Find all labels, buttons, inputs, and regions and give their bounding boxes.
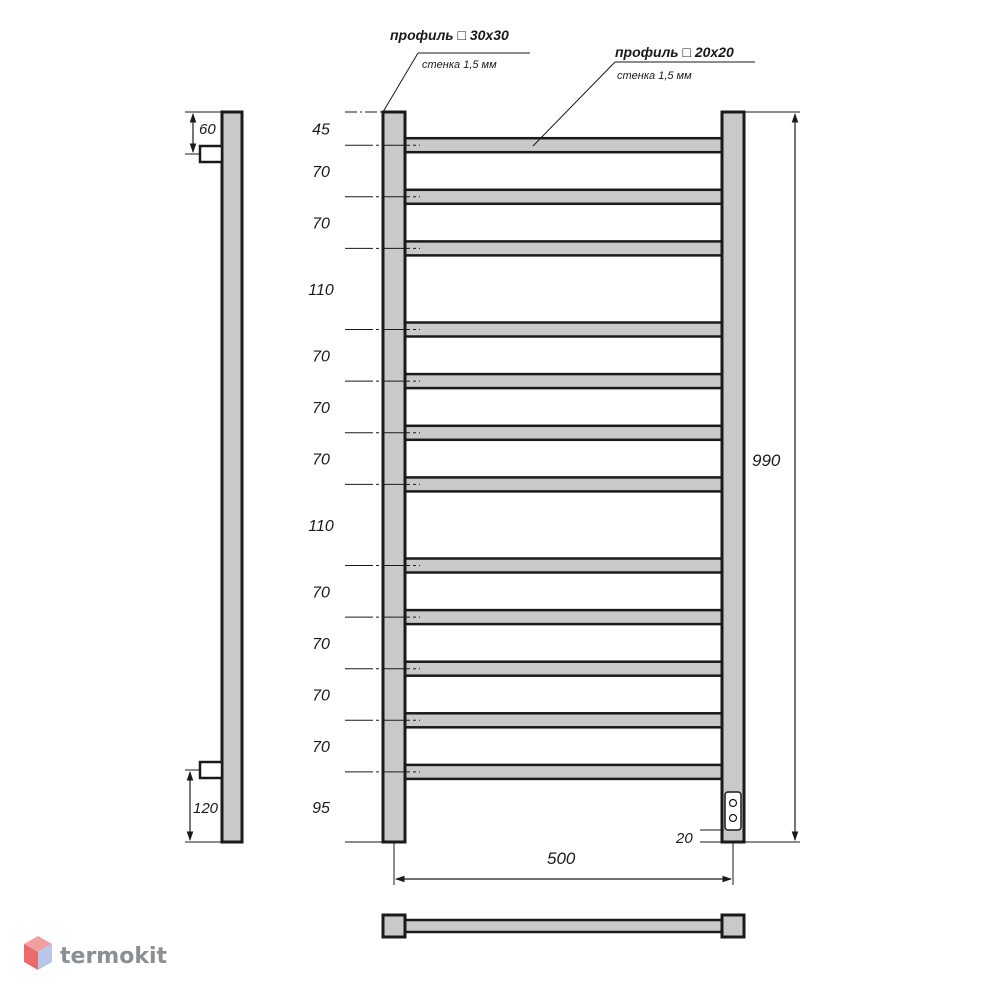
spacing-label: 70 [312, 164, 330, 181]
profile-main-label: профиль □ 30x30 [390, 27, 509, 43]
spacing-label: 70 [312, 687, 330, 705]
brand-logo [24, 936, 167, 970]
top-view-right-post [722, 915, 744, 937]
side-view-bottom-bracket [200, 762, 222, 778]
spacing-label: 70 [312, 215, 330, 233]
cross-bar [405, 426, 723, 440]
spacing-label: 95 [312, 800, 330, 817]
profile-main-leader [383, 53, 418, 112]
brand-name: termokit [60, 944, 168, 969]
left-post [383, 112, 405, 842]
cross-bar [405, 323, 723, 337]
spacing-label: 70 [312, 451, 330, 469]
profile-main-wall-label: стенка 1,5 мм [422, 59, 497, 71]
cross-bars [405, 138, 723, 779]
cross-bar [405, 765, 723, 779]
cross-bar [405, 477, 723, 491]
cube-icon [24, 936, 52, 970]
profile-bar-label: профиль □ 20x20 [615, 44, 734, 60]
spacing-labels [308, 122, 334, 817]
spacing-label: 70 [312, 399, 330, 417]
side-view [185, 112, 242, 842]
top-view-bar [405, 920, 723, 932]
cross-bar [405, 241, 723, 255]
cross-bar [405, 138, 723, 152]
spacing-label: 110 [308, 517, 334, 535]
spacing-label: 110 [308, 282, 334, 299]
profile-bar-leader [533, 62, 615, 146]
profile-bar-wall-label: стенка 1,5 мм [617, 70, 692, 82]
cross-bar [405, 662, 723, 676]
side-view-rail [222, 112, 242, 842]
width-label: 500 [547, 849, 576, 868]
top-view [383, 915, 744, 937]
spacing-label: 70 [312, 739, 330, 757]
bottom-offset-label: 120 [193, 800, 219, 817]
right-post [722, 112, 744, 842]
top-offset-label: 60 [199, 121, 216, 138]
front-view [308, 27, 800, 885]
cross-bar [405, 610, 723, 624]
cross-bar [405, 190, 723, 204]
top-view-left-post [383, 915, 405, 937]
cross-bar [405, 559, 723, 573]
total-height-label: 990 [752, 451, 781, 470]
electric-connector [725, 792, 741, 830]
side-view-top-bracket [200, 146, 222, 162]
connector-offset-label: 20 [676, 830, 693, 847]
cross-bar [405, 713, 723, 727]
cross-bar [405, 374, 723, 388]
spacing-label: 70 [312, 635, 330, 653]
spacing-label: 70 [312, 584, 330, 602]
spacing-label: 45 [312, 121, 330, 139]
spacing-label: 70 [312, 348, 330, 366]
